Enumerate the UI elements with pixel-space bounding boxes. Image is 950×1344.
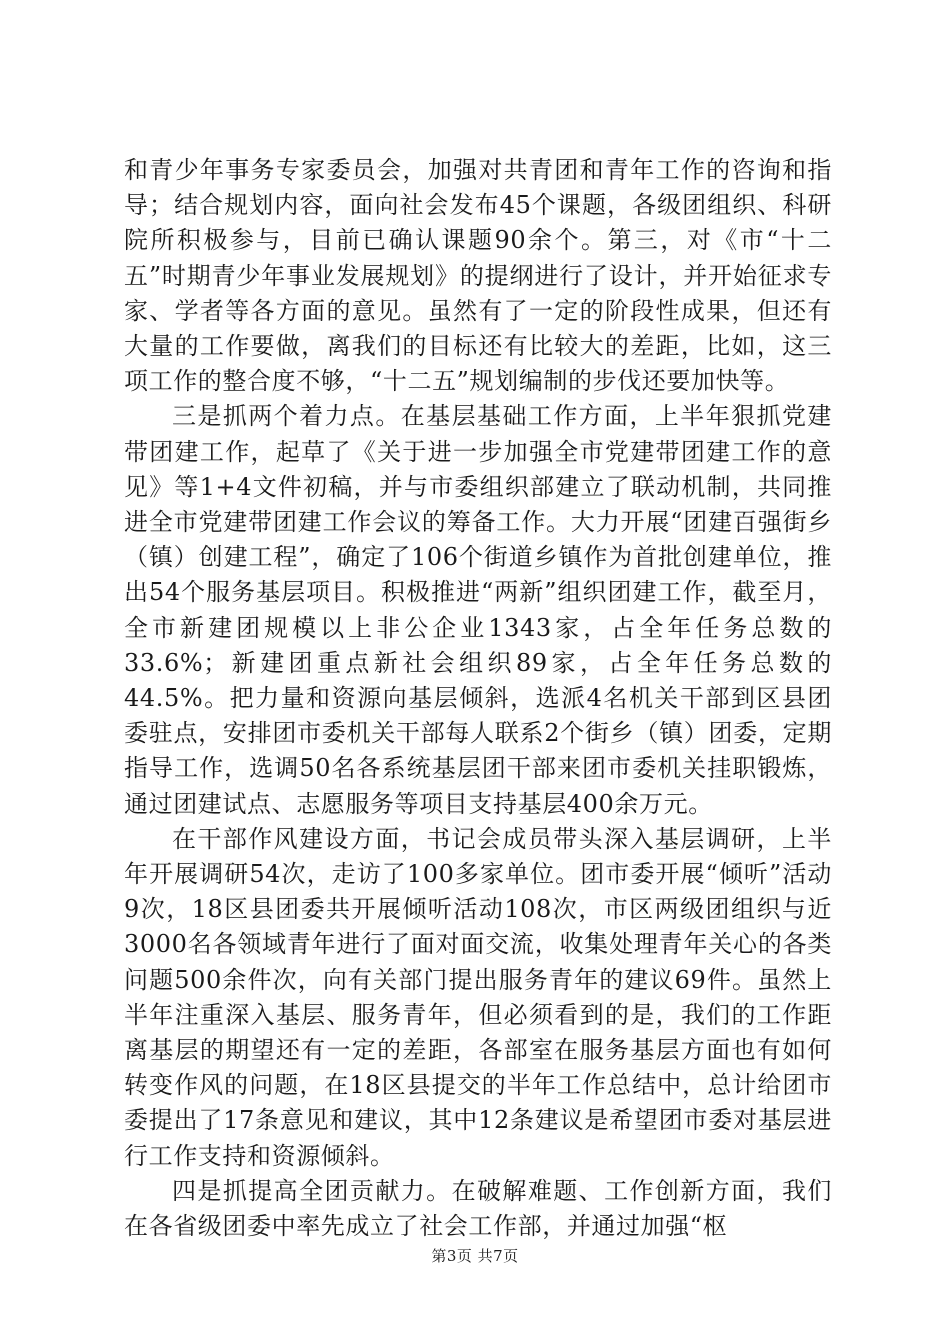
paragraph-continuation: 和青少年事务专家委员会，加强对共青团和青年工作的咨询和指导；结合规划内容，面向社会发布45个课题，各级团组织、科研院所积极参与，目前已确认课题90余个。第三，对《市“十二五”时期青少年事业发展规划》的提纲进行了设计，并开始征求专家、学者等各方面的意见。虽然有了一定的阶段性成果，但还有大量的工作要做，离我们的目标还有比较大的差距，比如，这三项工作的整合度不够，“十二五”规划编制的步伐还要加快等。 xyxy=(124,156,832,396)
paragraph-cadre-style: 在干部作风建设方面，书记会成员带头深入基层调研，上半年开展调研54次，走访了100多家单位。团市委开展“倾听”活动9次，18区县团委共开展倾听活动108次，市区两级团组织与近3000名各领域青年进行了面对面交流，收集处理青年关心的各类问题500余件次，向有关部门提出服务青年的建议69件。虽然上半年注重深入基层、服务青年，但必须看到的是，我们的工作距离基层的期望还有一定的差距，各部室在服务基层方面也有如何转变作风的问题，在18区县提交的半年工作总结中，总计给团市委提出了17条意见和建议，其中12条建议是希望团市委对基层进行工作支持和资源倾斜。 xyxy=(124,824,832,1170)
page-number-footer: 第3页 共7页 xyxy=(431,1247,519,1265)
paragraph-four-contribution: 四是抓提高全团贡献力。在破解难题、工作创新方面，我们在各省级团委中率先成立了社会工作部，并通过加强“枢 xyxy=(124,1176,832,1241)
paragraph-three-focus: 三是抓两个着力点。在基层基础工作方面，上半年狠抓党建带团建工作，起草了《关于进一步加强全市党建带团建工作的意见》等1+4文件初稿，并与市委组织部建立了联动机制，共同推进全市党建带团建工作会议的筹备工作。大力开展“团建百强街乡（镇）创建工程”，确定了106个街道乡镇作为首批创建单位，推出54个服务基层项目。积极推进“两新”组织团建工作，截至月，全市新建团规模以上非公企业1343家，占全年任务总数的33.6%；新建团重点新社会组织89家，占全年任务总数的44.5%。把力量和资源向基层倾斜，选派4名机关干部到区县团委驻点，安排团市委机关干部每人联系2个街乡（镇）团委，定期指导工作，选调50名各系统基层团干部来团市委机关挂职锻炼，通过团建试点、志愿服务等项目支持基层400余万元。 xyxy=(124,402,832,818)
document-body xyxy=(124,153,832,1244)
